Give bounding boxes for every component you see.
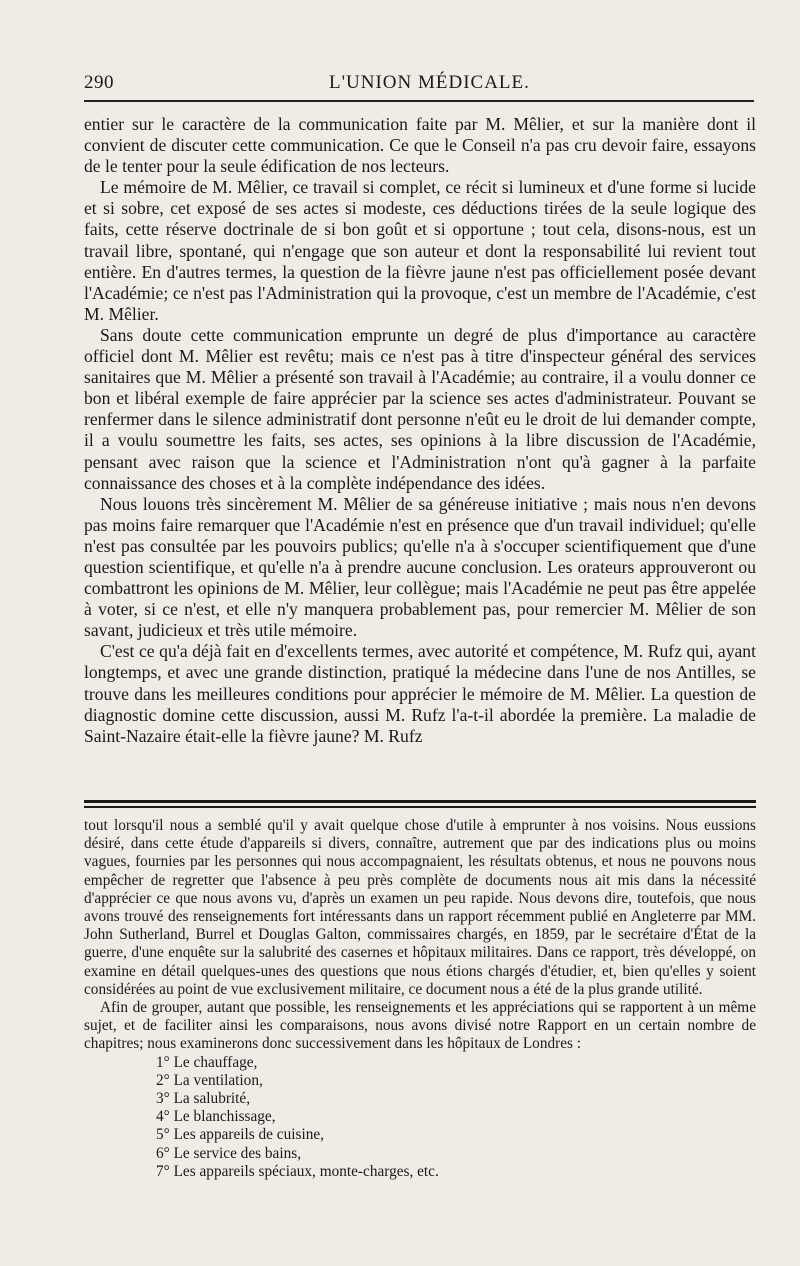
page-header [84, 72, 754, 98]
body-paragraph: Sans doute cette communication emprunte un degré de plus d'importance au caractère officiel dont M. Mêlier est revêtu; mais ce n'est pas à titre d'inspecteur général des services sanitaires que M. Mêlier a présenté son travail à l'Académie; au contraire, il a voulu donner ce bon et libéral exemple de faire apprécier par la science ses actes d'administrateur. Pouvant se renfermer dans le silence administratif dont personne n'eût eu le droit de lui demander compte, il a voulu soumettre les faits, ses actes, ses opinions à la libre discussion de l'Académie, pensant avec raison que la science et l'Administration n'ont qu'à gagner à la parfaite connaissance des choses et à la complète indépendance des idées. [84, 324, 756, 493]
header-rule [84, 100, 754, 102]
body-paragraph: entier sur le caractère de la communication faite par M. Mêlier, et sur la manière dont il convient de discuter cette communication. Ce que le Conseil n'a pas cru devoir faire, essayons de le tenter pour la seule édification de nos lecteurs. [84, 114, 756, 177]
body-paragraph: C'est ce qu'a déjà fait en d'excellents termes, avec autorité et compétence, M. Rufz qui, ayant longtemps, et avec une grande distinction, pratiqué la médecine dans l'une de nos Antilles, se trouve dans les meilleures conditions pour apprécier le mémoire de M. Mêlier. La question de diagnostic domine cette discussion, aussi M. Rufz l'a-t-il abordée la première. La maladie de Saint-Nazaire était-elle la fièvre jaune? M. Rufz [84, 641, 756, 746]
body-paragraph: Le mémoire de M. Mêlier, ce travail si complet, ce récit si lumineux et d'une forme si lucide et si sobre, cet exposé de ses actes si modeste, ces déductions tirées de la seule logique des faits, cette réserve doctrinale de si bon goût et si opportune ; tout cela, disons-nous, est un travail libre, spontané, qui n'engage que son auteur et dont la responsabilité lui revient tout entière. En d'autres termes, la question de la fièvre jaune n'est pas officiellement posée devant l'Académie; ce n'est pas l'Administration qui la provoque, c'est un membre de l'Académie, c'est M. Mêlier. [84, 177, 756, 324]
chapter-item: 3° La salubrité, [156, 1090, 251, 1108]
chapter-item: 7° Les appareils spéciaux, monte-charges, etc. [156, 1162, 439, 1180]
chapter-item: 1° Le chauffage, [156, 1053, 258, 1071]
section-divider [84, 800, 756, 808]
continued-report-text [84, 817, 756, 1181]
chapter-item: 6° Le service des bains, [156, 1144, 302, 1162]
chapter-item: 2° La ventilation, [156, 1071, 263, 1089]
report-paragraph: Afin de grouper, autant que possible, les renseignements et les appréciations qui se rapportent à un même sujet, et de faciliter ainsi les comparaisons, nous avons divisé notre Rapport en un certain nombre de chapitres; nous examinerons donc successivement dans les hôpitaux de Londres : [84, 999, 756, 1053]
chapter-item: 4° Le blanchissage, [156, 1108, 276, 1126]
chapter-item: 5° Les appareils de cuisine, [156, 1126, 324, 1144]
chapter-list [84, 1054, 756, 1181]
page-number: 290 [84, 72, 114, 93]
body-paragraph: Nous louons très sincèrement M. Mêlier de sa généreuse initiative ; mais nous n'en devons pas moins faire remarquer que l'Académie n'est en présence que d'un travail individuel; qu'elle n'est pas consultée par les pouvoirs publics; qu'elle n'a à s'occuper scientifiquement que d'une question scientifique, et qu'elle n'a à prendre aucune conclusion. Les orateurs approuveront ou combattront les opinions de M. Mêlier, leur collègue; mais l'Académie ne peut pas être appelée à voter, si ce n'est, et elle n'y manquera probablement pas, pour remercier M. Mêlier de son savant, judicieux et très utile mémoire. [84, 493, 756, 641]
report-paragraph: tout lorsqu'il nous a semblé qu'il y avait quelque chose d'utile à emprunter à nos voisins. Nous eussions désiré, dans cette étude d'appareils si divers, connaître, autrement que par des indications plus ou moins vagues, fournies par les personnes qui nous accompagnaient, les résultats obtenus, et nous ne pouvons nous empêcher de regretter que l'absence à peu près complète de documents nous ait mis dans la nécessité d'apprécier ce que nous avons vu, d'après un examen un peu rapide. Nous devons dire, toutefois, que nous avons trouvé des renseignements fort intéressants dans un rapport récemment publié en Angleterre par MM. John Sutherland, Burrel et Douglas Galton, commissaires chargés, en 1859, par le secrétaire d'État de la guerre, d'une enquête sur la salubrité des casernes et hôpitaux militaires. Dans ce rapport, très développé, on examine en détail quelques-unes des questions que nous étions chargés d'étudier, et, bien qu'elles y soient considérées au point de vue exclusivement militaire, ce document nous a été de la plus grande utilité. [84, 817, 756, 998]
main-article-text [84, 114, 756, 747]
running-head: L'UNION MÉDICALE. [329, 72, 530, 93]
